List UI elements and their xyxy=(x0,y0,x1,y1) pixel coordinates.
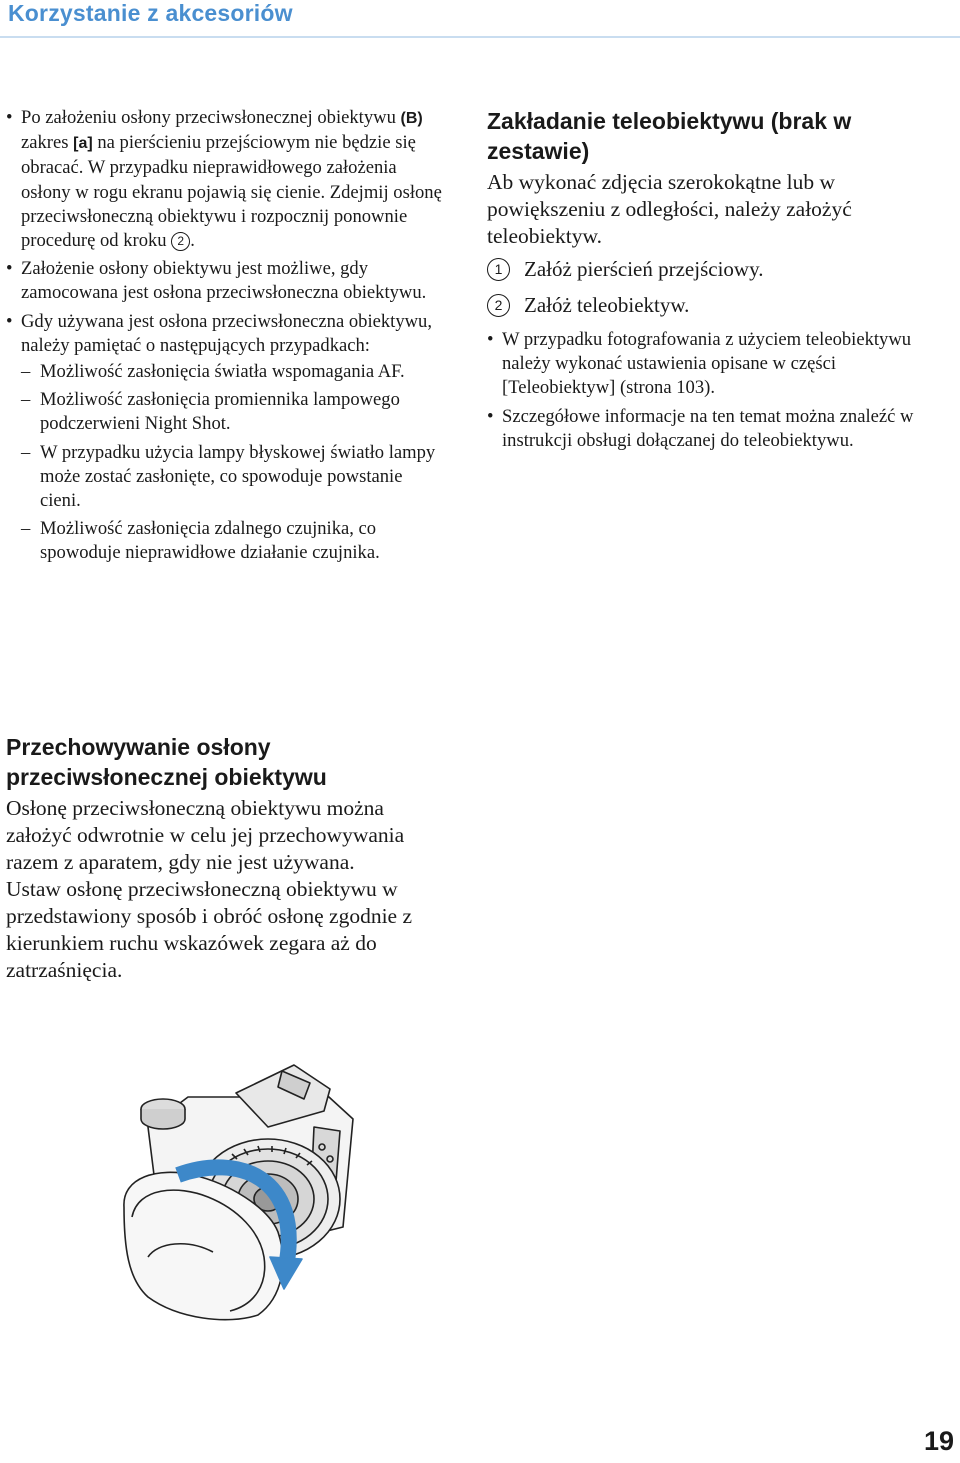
tele-title: Zakładanie teleobiektywu (brak w zestawie) xyxy=(487,108,852,164)
tele-intro: Ab wykonać zdjęcia szerokokątne lub w powiększeniu z odległości, należy założyć teleobiektyw. xyxy=(487,170,852,248)
step-ref-circled: 2 xyxy=(171,232,190,251)
step-number-1: 1 xyxy=(487,258,510,281)
page-header-title: Korzystanie z akcesoriów xyxy=(8,0,293,26)
storage-section xyxy=(6,732,446,984)
header-rule xyxy=(0,36,960,38)
tele-notes-list xyxy=(487,328,927,453)
camera-hood-illustration xyxy=(118,1057,418,1325)
code-b: (B) xyxy=(400,110,423,127)
code-a: [a] xyxy=(73,135,93,153)
storage-paragraph-1: Osłonę przeciwsłoneczną obiektywu można założyć odwrotnie w celu jej przechowywania razem z aparatem, gdy nie jest używana. xyxy=(6,796,405,874)
page-number: 19 xyxy=(923,1426,954,1456)
note-bullet-3: • Gdy używana jest osłona przeciwsłoneczna obiektywu, należy pamiętać o następujących przypadkach: – Możliwość zasłonięcia światła wspomagania AF. – Możliwość zasłonięcia promiennika lampowego podczerwieni Night Shot. – W przypadku użycia lampy błyskowej światło lampy może zostać zasłonięte, co spowoduje powstanie cieni. – Możliwość zasłonięcia zdalnego czujnika, co spowoduje nieprawidłowe działanie czujnika. xyxy=(6,310,446,566)
step-number-2: 2 xyxy=(487,294,510,317)
tele-step-2: 2 Załóż teleobiektyw. xyxy=(487,292,927,319)
dash-item: – Możliwość zasłonięcia zdalnego czujnika, co spowoduje nieprawidłowe działanie czujnika. xyxy=(21,517,446,565)
note-bullet-2: • Założenie osłony obiektywu jest możliwe, gdy zamocowana jest osłona przeciwsłoneczna obiektywu. xyxy=(6,257,446,305)
tele-note-2: • Szczegółowe informacje na ten temat można znaleźć w instrukcji obsługi dołączanej do teleobiektywu. xyxy=(487,405,927,453)
note-bullet-1: • Po założeniu osłony przeciwsłonecznej obiektywu (B) zakres [a] na pierścieniu przejściowym nie będzie się obracać. W przypadku nieprawidłowego założenia osłony w rogu ekranu pojawią się cienie. Zdejmij osłonę przeciwsłoneczną obiektywu i rozpocznij ponownie procedurę od kroku 2 . xyxy=(6,106,446,253)
right-column xyxy=(487,106,927,457)
dash-item: – W przypadku użycia lampy błyskowej światło lampy może zostać zasłonięte, co spowoduje powstanie cieni. xyxy=(21,441,446,514)
tele-note-1: • W przypadku fotografowania z użyciem teleobiektywu należy wykonać ustawienia opisane w części [Teleobiektyw] (strona 103). xyxy=(487,328,927,401)
tele-step-1: 1 Załóż pierścień przejściowy. xyxy=(487,256,927,283)
cases-dash-list xyxy=(21,360,446,566)
left-column xyxy=(6,106,446,570)
dash-item: – Możliwość zasłonięcia światła wspomagania AF. xyxy=(21,360,446,384)
hood-notes-list xyxy=(6,106,446,566)
storage-paragraph-2: Ustaw osłonę przeciwsłoneczną obiektywu w przedstawiony sposób i obróć osłonę zgodnie z kierunkiem ruchu wskazówek zegara aż do zatrzaśnięcia. xyxy=(6,877,413,982)
dash-item: – Możliwość zasłonięcia promiennika lampowego podczerwieni Night Shot. xyxy=(21,388,446,436)
storage-title: Przechowywanie osłony przeciwsłonecznej obiektywu xyxy=(6,734,327,790)
tele-steps xyxy=(487,256,927,319)
